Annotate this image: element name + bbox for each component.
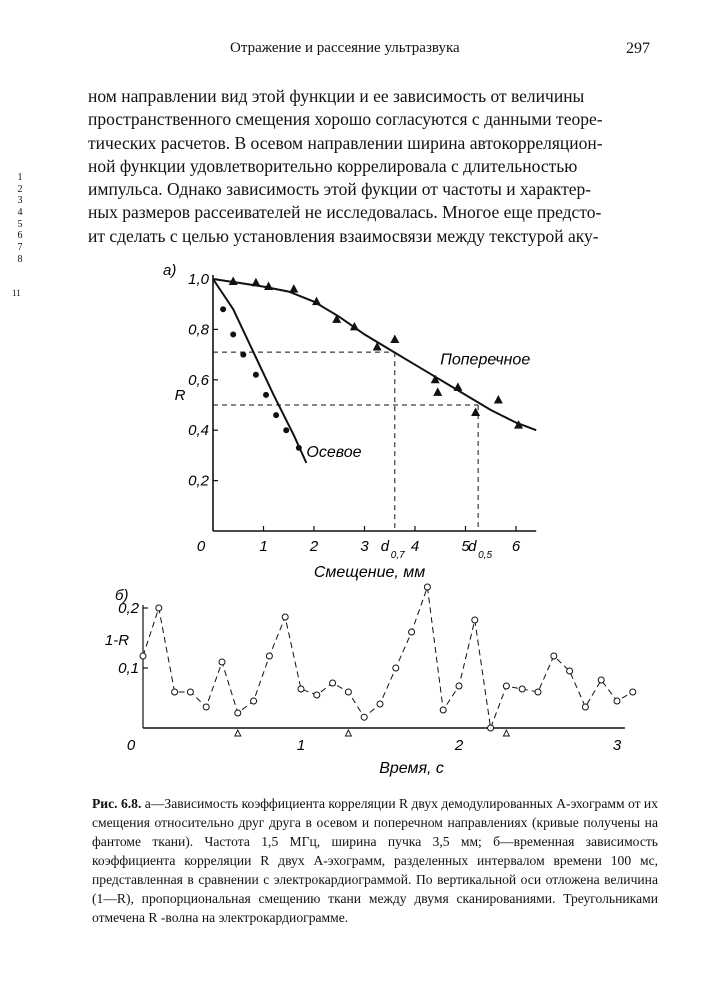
- d05-label: d: [468, 538, 477, 555]
- axial-point: [263, 392, 269, 398]
- b-data-point: [187, 689, 193, 695]
- r-wave-marker: [345, 730, 351, 736]
- page-number: 297: [626, 40, 650, 57]
- b-data-point: [345, 689, 351, 695]
- body-line: ном направлении вид этой функции и ее зависимость от величины: [88, 86, 585, 106]
- a-y-axis-label: R: [174, 386, 186, 404]
- transverse-point: [289, 284, 298, 293]
- b-data-point: [456, 683, 462, 689]
- b-x-axis-label: Время, с: [379, 760, 444, 777]
- margin-number: 3: [17, 195, 23, 207]
- a-x-tick-label: 6: [511, 538, 521, 555]
- a-x-tick-label: 0: [196, 538, 206, 555]
- b-data-point: [567, 668, 573, 674]
- figure-caption: [92, 794, 658, 927]
- a-x-tick-label: 3: [360, 538, 369, 555]
- b-data-point: [472, 617, 478, 623]
- b-data-point: [314, 692, 320, 698]
- b-data-point: [424, 584, 430, 590]
- axial-point: [253, 372, 259, 378]
- b-data-point: [582, 704, 588, 710]
- b-x-tick-label: 1: [296, 737, 306, 754]
- transverse-point: [471, 408, 480, 417]
- b-x-tick-label: 3: [612, 737, 622, 754]
- b-data-point: [203, 704, 209, 710]
- b-data-point: [298, 686, 304, 692]
- running-title: Отражение и рассеяние ультразвука: [230, 40, 460, 56]
- axial-label: Осевое: [306, 443, 362, 461]
- r-wave-marker: [503, 730, 509, 736]
- margin-number: 1: [17, 172, 23, 183]
- b-data-point: [598, 677, 604, 683]
- axial-point: [273, 412, 279, 418]
- d05-subscript: 0,5: [478, 550, 493, 561]
- axial-point: [296, 445, 302, 451]
- b-y-axis-label: 1-R: [104, 632, 130, 649]
- margin-extra-number: 11: [12, 288, 21, 298]
- transverse-point: [390, 334, 399, 343]
- margin-number: 8: [17, 253, 23, 265]
- transverse-point: [494, 395, 503, 404]
- body-line: ной функции удовлетворительно коррелировала с длительностью: [88, 155, 578, 176]
- b-data-point: [282, 614, 288, 620]
- margin-number: 2: [17, 183, 23, 195]
- transverse-label: Поперечное: [440, 351, 531, 369]
- a-x-tick-label: 2: [309, 538, 319, 555]
- b-data-point: [393, 665, 399, 671]
- body-line: импульса. Однако зависимость этой фукции от частоты и характер-: [88, 179, 592, 200]
- b-series-line: [143, 587, 633, 728]
- b-data-point: [377, 701, 383, 707]
- d07-subscript: 0,7: [390, 550, 405, 561]
- b-data-point: [219, 659, 225, 665]
- d07-label: d: [380, 538, 390, 555]
- a-y-tick-label: 0,4: [188, 422, 209, 440]
- b-data-point: [535, 689, 541, 695]
- b-data-point: [140, 653, 146, 659]
- transverse-point: [433, 387, 442, 396]
- b-data-point: [440, 707, 446, 713]
- b-data-point: [266, 653, 272, 659]
- a-panel-label: а): [163, 262, 177, 279]
- transverse-point: [453, 382, 462, 391]
- transverse-point: [332, 314, 341, 323]
- axial-curve: [213, 279, 306, 463]
- b-x-tick-label: 0: [126, 737, 136, 754]
- b-y-tick-label: 0,2: [118, 600, 139, 617]
- transverse-point: [251, 278, 260, 287]
- caption-label: Рис. 6.8.: [92, 796, 142, 811]
- b-data-point: [503, 683, 509, 689]
- a-x-tick-label: 4: [410, 538, 420, 555]
- b-data-point: [156, 605, 162, 611]
- axial-point: [230, 331, 236, 337]
- b-data-point: [409, 629, 415, 635]
- b-data-point: [172, 689, 178, 695]
- b-data-point: [551, 653, 557, 659]
- a-y-tick-label: 0,2: [188, 472, 209, 490]
- b-data-point: [614, 698, 620, 704]
- margin-number: 6: [17, 230, 23, 242]
- b-data-point: [330, 680, 336, 686]
- b-data-point: [519, 686, 525, 692]
- body-line: тических расчетов. В осевом направлении ширина автокорреляцион-: [88, 132, 603, 153]
- b-y-tick-label: 0,1: [118, 660, 139, 677]
- a-y-tick-label: 0,6: [188, 371, 209, 389]
- r-wave-marker: [235, 730, 241, 736]
- axial-point: [283, 427, 289, 433]
- margin-number: 4: [17, 207, 23, 219]
- a-y-tick-label: 0,8: [188, 321, 209, 339]
- margin-number: 5: [17, 218, 23, 230]
- b-x-tick-label: 2: [454, 737, 464, 754]
- b-data-point: [488, 725, 494, 731]
- b-data-point: [251, 698, 257, 704]
- b-data-point: [630, 689, 636, 695]
- axial-point: [220, 306, 226, 312]
- b-panel-label: б): [115, 587, 129, 604]
- body-line: ит сделать с целью установления взаимосвязи между текстурой аку-: [88, 225, 599, 246]
- a-x-axis-label: Смещение, мм: [313, 564, 426, 581]
- a-x-tick-label: 5: [461, 538, 470, 555]
- margin-number: 7: [17, 242, 23, 254]
- caption-text: а—Зависимость коэффициента корреляции R двух демодулированных А-эхограмм от их смещения относительно друг друга в осевом и поперечном направлениях (кривые получены на фантоме ткани). Частота 1,5 МГц, ширина пучка 3,5 мм; б—временная зависимость коэффициента корреляции R двух А-эхограмм, разделенных интервалом времени 100 мс, представленная в сравнении с электрокардиограммой. По вертикальной оси отложена величина (1—R), пропорциональная смещению ткани между двумя сканированиями. Треугольниками отмечена R -волна на электрокардиограмме.: [92, 796, 658, 925]
- a-y-tick-label: 1,0: [188, 271, 209, 288]
- transverse-point: [264, 282, 273, 291]
- body-line: пространственного смещения хорошо согласуются с данными теоре-: [88, 109, 603, 130]
- body-line: ных размеров рассеивателей не исследовалась. Многое еще предсто-: [88, 202, 602, 223]
- b-data-point: [361, 714, 367, 720]
- a-x-tick-label: 1: [259, 538, 268, 555]
- axial-point: [240, 352, 246, 358]
- b-data-point: [235, 710, 241, 716]
